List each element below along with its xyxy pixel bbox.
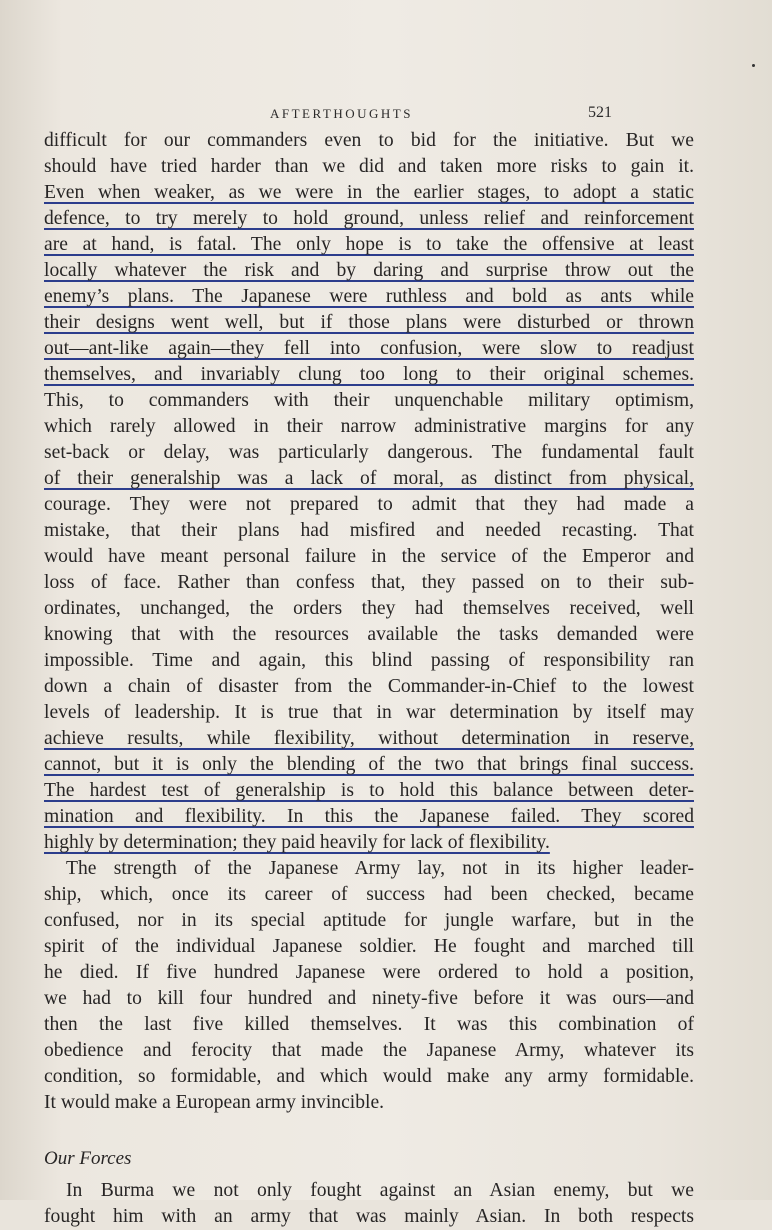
text-line: obedience and ferocity that made the Japanese Army, whatever its xyxy=(44,1040,694,1061)
text-line: are at hand, is fatal. The only hope is to take the offensive at least xyxy=(44,234,694,255)
text-line: confused, nor in its special aptitude for jungle warfare, but in the xyxy=(44,910,694,931)
section-heading: Our Forces xyxy=(44,1148,132,1169)
text-line: ship, which, once its career of success had been checked, became xyxy=(44,884,694,905)
page-number: 521 xyxy=(588,104,612,121)
text-line: should have tried harder than we did and taken more risks to gain it. xyxy=(44,156,694,177)
text-line: he died. If five hundred Japanese were ordered to hold a position, xyxy=(44,962,694,983)
page-header xyxy=(0,106,772,126)
page-mark xyxy=(752,64,755,67)
text-line: then the last five killed themselves. It was this combination of xyxy=(44,1014,694,1035)
paragraph-1 xyxy=(44,128,694,856)
text-line: The hardest test of generalship is to hold this balance between deter- xyxy=(44,780,694,801)
running-head: AFTERTHOUGHTS xyxy=(270,106,413,121)
text-line: impossible. Time and again, this blind passing of responsibility ran xyxy=(44,650,694,671)
text-line: mination and flexibility. In this the Japanese failed. They scored xyxy=(44,806,694,827)
text-line: highly by determination; they paid heavily for lack of flexibility. xyxy=(44,832,550,853)
text-line: spirit of the individual Japanese soldier. He fought and marched till xyxy=(44,936,694,957)
text-line: fought him with an army that was mainly Asian. In both respects xyxy=(44,1206,694,1227)
text-line: enemy’s plans. The Japanese were ruthless and bold as ants while xyxy=(44,286,694,307)
text-line: we had to kill four hundred and ninety-five before it was ours—and xyxy=(44,988,694,1009)
text-line: loss of face. Rather than confess that, they passed on to their sub- xyxy=(44,572,694,593)
text-line: which rarely allowed in their narrow administrative margins for any xyxy=(44,416,694,437)
text-line: down a chain of disaster from the Commander-in-Chief to the lowest xyxy=(44,676,694,697)
paragraph-3 xyxy=(44,1178,694,1230)
text-line: Even when weaker, as we were in the earlier stages, to adopt a static xyxy=(44,182,694,203)
text-line: defence, to try merely to hold ground, unless relief and reinforcement xyxy=(44,208,694,229)
text-line: themselves, and invariably clung too long to their original schemes. xyxy=(44,364,694,385)
text-line: The strength of the Japanese Army lay, not in its higher leader- xyxy=(66,858,694,879)
text-line: locally whatever the risk and by daring and surprise throw out the xyxy=(44,260,694,281)
text-line: of their generalship was a lack of moral, as distinct from physical, xyxy=(44,468,694,489)
text-line: difficult for our commanders even to bid for the initiative. But we xyxy=(44,130,694,151)
text-line: their designs went well, but if those plans were disturbed or thrown xyxy=(44,312,694,333)
body-text xyxy=(44,128,694,1230)
text-line: courage. They were not prepared to admit that they had made a xyxy=(44,494,694,515)
paragraph-2 xyxy=(44,856,694,1116)
text-line: set-back or delay, was particularly dangerous. The fundamental fault xyxy=(44,442,694,463)
text-line: levels of leadership. It is true that in war determination by itself may xyxy=(44,702,694,723)
text-line: ordinates, unchanged, the orders they had themselves received, well xyxy=(44,598,694,619)
text-line: knowing that with the resources available the tasks demanded were xyxy=(44,624,694,645)
text-line: This, to commanders with their unquenchable military optimism, xyxy=(44,390,694,411)
text-line: achieve results, while flexibility, without determination in reserve, xyxy=(44,728,694,749)
text-line: It would make a European army invincible. xyxy=(44,1092,385,1113)
text-line: out—ant-like again—they fell into confusion, were slow to readjust xyxy=(44,338,694,359)
text-line: condition, so formidable, and which would make any army formidable. xyxy=(44,1066,694,1087)
text-line: mistake, that their plans had misfired and needed recasting. That xyxy=(44,520,694,541)
text-line: In Burma we not only fought against an Asian enemy, but we xyxy=(66,1180,694,1201)
text-line: cannot, but it is only the blending of the two that brings final success. xyxy=(44,754,694,775)
text-line: would have meant personal failure in the service of the Emperor and xyxy=(44,546,694,567)
